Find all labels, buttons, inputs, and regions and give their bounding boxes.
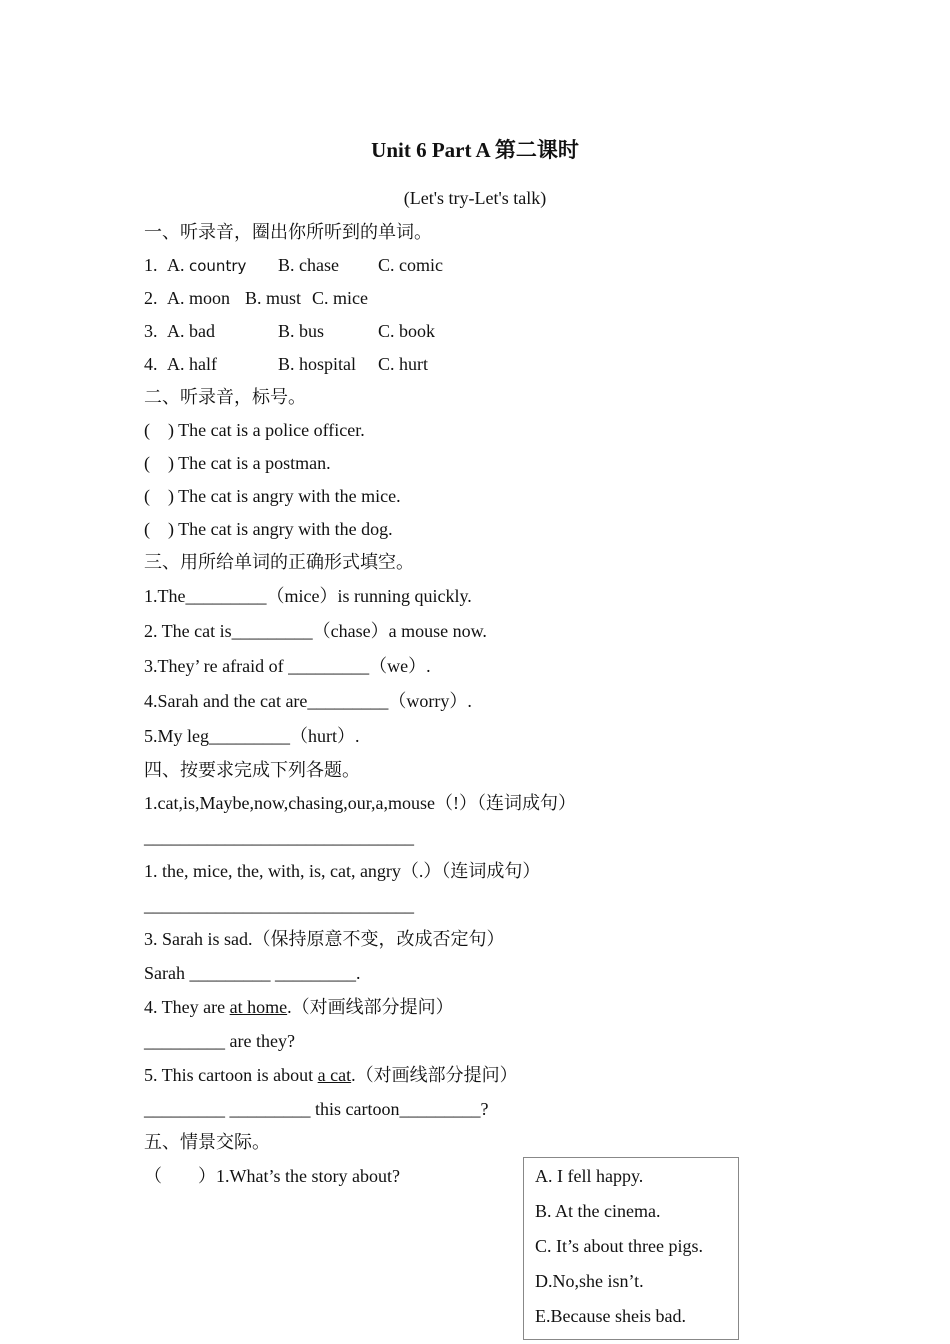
section-3-heading: 三、用所给单词的正确形式填空。 [144,552,414,572]
s1-item-num: 2. [144,288,158,308]
s1-option-b: B. chase [278,255,339,275]
s1-item-num: 4. [144,354,158,374]
s5-question-1: （ ）1.What’s the story about? [144,1166,400,1186]
s1-option-b: B. hospital [278,354,357,374]
answer-option: D.No,she isn’t. [535,1271,644,1291]
s4-question-4: 4. They are at home.（对画线部分提问） [144,997,454,1017]
section-2-heading: 二、听录音，标号。 [144,387,306,407]
s1-option-a: A. country [167,255,247,275]
s1-option-a-word: country [189,257,247,275]
s4-question-1: 1.cat,is,Maybe,now,chasing,our,a,mouse（!）（连词成句） [144,793,577,813]
s4-question-3: 3. Sarah is sad.（保持原意不变，改成否定句） [144,929,505,949]
answer-option: E.Because sheis bad. [535,1306,686,1326]
s1-item-num: 3. [144,321,158,341]
s1-option-c: C. book [378,321,436,341]
s3-item: 5.My leg_________（hurt）. [144,726,360,746]
s1-item-num: 1. [144,255,158,275]
s1-option-c: C. hurt [378,354,429,374]
s2-item: ( ) The cat is a postman. [144,453,331,473]
s3-item: 2. The cat is_________（chase）a mouse now. [144,621,487,641]
s3-item: 3.They’ re afraid of _________（we）. [144,656,431,676]
s1-option-b: B. bus [278,321,325,341]
s3-item: 1.The_________（mice）is running quickly. [144,586,472,606]
s1-option-a: A. half [167,354,217,374]
s4-question-5: 5. This cartoon is about a cat.（对画线部分提问） [144,1065,518,1085]
s4-answer-line-2: ______________________________ [144,895,414,915]
s4-question-2: 1. the, mice, the, with, is, cat, angry（.）（连词成句） [144,861,541,881]
s1-option-c: C. mice [312,288,368,308]
s2-item: ( ) The cat is a police officer. [144,420,365,440]
answer-option: C. It’s about three pigs. [535,1236,703,1256]
section-5-heading: 五、情景交际。 [144,1132,270,1152]
s1-option-a: A. bad [167,321,215,341]
page-title: Unit 6 Part A 第二课时 [371,138,579,162]
s3-item: 4.Sarah and the cat are_________（worry）. [144,691,472,711]
section-4-heading: 四、按要求完成下列各题。 [144,760,360,780]
s4-answer-line-1: ______________________________ [144,827,414,847]
answer-options-box [523,1157,739,1340]
section-1-heading: 一、听录音，圈出你所听到的单词。 [144,222,432,242]
page-subtitle: (Let's try-Let's talk) [403,188,547,208]
underlined-phrase: a cat [317,1065,352,1085]
s4-answer-3: Sarah _________ _________. [144,963,361,983]
s4-answer-4: _________ are they? [144,1031,295,1051]
s2-item: ( ) The cat is angry with the mice. [144,486,401,506]
s1-option-a: A. moon [167,288,230,308]
s1-option-c: C. comic [378,255,443,275]
s4-answer-5: _________ _________ this cartoon_________? [144,1099,489,1119]
answer-option: A. I fell happy. [535,1166,644,1186]
underlined-phrase: at home [229,997,288,1017]
answer-option: B. At the cinema. [535,1201,661,1221]
s2-item: ( ) The cat is angry with the dog. [144,519,393,539]
s1-option-b: B. must [245,288,302,308]
